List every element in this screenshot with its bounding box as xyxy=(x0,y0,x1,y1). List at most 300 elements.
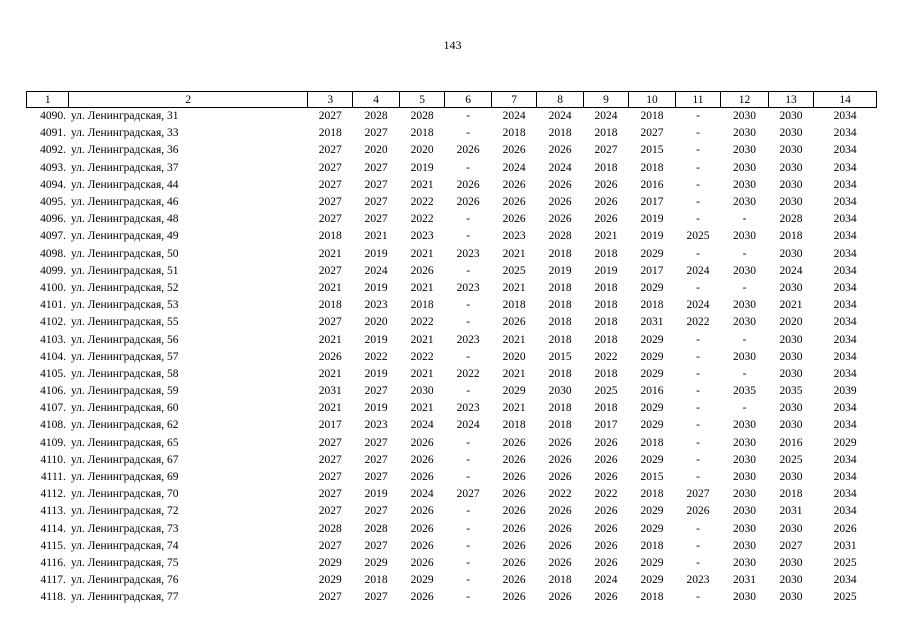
table-row xyxy=(27,503,877,520)
year-cell: 2034 xyxy=(833,402,857,415)
year-cell: 2021 xyxy=(502,402,526,415)
table-row xyxy=(27,572,877,589)
year-cell: 2026 xyxy=(548,591,572,604)
page-number: 143 xyxy=(443,38,462,52)
table-row xyxy=(27,177,877,194)
year-cell: 2018 xyxy=(594,402,618,415)
year-cell: 2034 xyxy=(833,419,857,432)
year-cell: 2018 xyxy=(502,299,526,312)
year-cell: - xyxy=(696,367,700,380)
year-cell: 2021 xyxy=(410,333,434,346)
year-cell: 2027 xyxy=(318,264,342,277)
year-cell: 2039 xyxy=(833,385,857,398)
row-number: 4113. xyxy=(40,505,66,518)
year-cell: 2035 xyxy=(779,385,803,398)
address-cell: ул. Ленинградская, 74 xyxy=(70,539,179,552)
year-cell: - xyxy=(696,161,700,174)
row-number: 4091. xyxy=(40,127,66,140)
table-row xyxy=(27,589,877,606)
year-cell: 2029 xyxy=(640,505,664,518)
table-row xyxy=(27,452,877,469)
year-cell: 2028 xyxy=(318,522,342,535)
year-cell: 2027 xyxy=(318,488,342,501)
year-cell: 2016 xyxy=(779,436,803,449)
year-cell: 2021 xyxy=(502,247,526,260)
year-cell: 2030 xyxy=(732,556,756,569)
year-cell: 2018 xyxy=(594,316,618,329)
year-cell: 2027 xyxy=(364,453,388,466)
year-cell: 2030 xyxy=(779,556,803,569)
row-number: 4118. xyxy=(40,591,66,604)
year-cell: 2030 xyxy=(779,333,803,346)
year-cell: 2016 xyxy=(640,385,664,398)
row-number: 4106. xyxy=(40,385,66,398)
year-cell: 2022 xyxy=(410,196,434,209)
year-cell: 2026 xyxy=(502,144,526,157)
year-cell: 2030 xyxy=(548,385,572,398)
year-cell: 2030 xyxy=(779,281,803,294)
row-number: 4104. xyxy=(40,350,66,363)
year-cell: 2026 xyxy=(548,556,572,569)
year-cell: 2030 xyxy=(732,539,756,552)
table-row xyxy=(27,228,877,245)
year-cell: 2026 xyxy=(548,453,572,466)
year-cell: 2034 xyxy=(833,196,857,209)
year-cell: 2027 xyxy=(318,196,342,209)
year-cell: 2026 xyxy=(594,539,618,552)
year-cell: 2026 xyxy=(548,196,572,209)
year-cell: 2026 xyxy=(410,505,434,518)
column-header: 1 xyxy=(27,92,69,108)
year-cell: 2027 xyxy=(318,436,342,449)
year-cell: 2027 xyxy=(318,144,342,157)
year-cell: 2026 xyxy=(502,522,526,535)
year-cell: 2017 xyxy=(640,196,664,209)
year-cell: 2025 xyxy=(594,385,618,398)
year-cell: 2027 xyxy=(594,144,618,157)
column-header: 9 xyxy=(583,92,628,108)
year-cell: 2027 xyxy=(779,539,803,552)
table-row xyxy=(27,555,877,572)
year-cell: 2023 xyxy=(502,230,526,243)
year-cell: 2030 xyxy=(732,144,756,157)
year-cell: - xyxy=(696,591,700,604)
address-cell: ул. Ленинградская, 60 xyxy=(70,402,179,415)
address-cell: ул. Ленинградская, 72 xyxy=(70,505,179,518)
year-cell: 2027 xyxy=(318,471,342,484)
year-cell: 2035 xyxy=(732,385,756,398)
year-cell: 2026 xyxy=(410,591,434,604)
year-cell: 2018 xyxy=(548,247,572,260)
year-cell: 2030 xyxy=(732,505,756,518)
row-number: 4101. xyxy=(40,299,66,312)
year-cell: 2018 xyxy=(548,333,572,346)
year-cell: 2026 xyxy=(502,316,526,329)
address-cell: ул. Ленинградская, 69 xyxy=(70,471,179,484)
year-cell: 2016 xyxy=(640,178,664,191)
year-cell: - xyxy=(466,110,471,123)
year-cell: 2018 xyxy=(594,281,618,294)
year-cell: 2018 xyxy=(640,591,664,604)
year-cell: 2018 xyxy=(594,299,618,312)
year-cell: - xyxy=(466,213,471,226)
table-row xyxy=(27,160,877,177)
year-cell: 2027 xyxy=(686,488,710,501)
year-cell: 2024 xyxy=(548,110,572,123)
year-cell: 2034 xyxy=(833,161,857,174)
year-cell: - xyxy=(466,385,471,398)
year-cell: 2029 xyxy=(640,522,664,535)
year-cell: 2026 xyxy=(548,522,572,535)
column-header: 10 xyxy=(629,92,675,108)
table-row xyxy=(27,142,877,159)
table-row xyxy=(27,469,877,486)
year-cell: 2020 xyxy=(502,350,526,363)
year-cell: 2026 xyxy=(502,178,526,191)
year-cell: - xyxy=(696,196,700,209)
table-row xyxy=(27,349,877,366)
address-cell: ул. Ленинградская, 76 xyxy=(70,574,179,587)
table-row xyxy=(27,521,877,538)
year-cell: - xyxy=(466,299,471,312)
table-row xyxy=(27,417,877,434)
table-row xyxy=(27,108,877,126)
year-cell: 2029 xyxy=(640,367,664,380)
year-cell: 2018 xyxy=(779,230,803,243)
year-cell: - xyxy=(696,213,700,226)
year-cell: 2023 xyxy=(456,402,480,415)
row-number: 4094. xyxy=(40,178,66,191)
year-cell: 2018 xyxy=(594,161,618,174)
year-cell: 2034 xyxy=(833,350,857,363)
year-cell: 2020 xyxy=(364,144,388,157)
year-cell: 2029 xyxy=(640,333,664,346)
address-cell: ул. Ленинградская, 57 xyxy=(70,350,179,363)
row-number: 4103. xyxy=(40,333,66,346)
column-header: 6 xyxy=(445,92,491,108)
year-cell: - xyxy=(696,436,700,449)
year-cell: 2026 xyxy=(594,556,618,569)
address-cell: ул. Ленинградская, 53 xyxy=(70,299,179,312)
year-cell: 2026 xyxy=(594,522,618,535)
year-cell: 2018 xyxy=(640,161,664,174)
year-cell: 2022 xyxy=(594,350,618,363)
year-cell: 2015 xyxy=(640,471,664,484)
year-cell: 2034 xyxy=(833,281,857,294)
row-number: 4111. xyxy=(40,471,66,484)
year-cell: - xyxy=(742,367,747,380)
year-cell: 2018 xyxy=(548,402,572,415)
address-cell: ул. Ленинградская, 50 xyxy=(70,247,179,260)
year-cell: 2018 xyxy=(779,488,803,501)
year-cell: 2021 xyxy=(410,281,434,294)
address-cell: ул. Ленинградская, 58 xyxy=(70,367,179,380)
year-cell: 2030 xyxy=(779,110,803,123)
year-cell: 2021 xyxy=(502,281,526,294)
year-cell: 2026 xyxy=(594,505,618,518)
year-cell: 2018 xyxy=(640,436,664,449)
year-cell: 2026 xyxy=(548,144,572,157)
year-cell: 2029 xyxy=(640,419,664,432)
table-row xyxy=(27,280,877,297)
year-cell: - xyxy=(466,127,471,140)
year-cell: - xyxy=(696,144,700,157)
row-number: 4105. xyxy=(40,367,66,380)
year-cell: 2022 xyxy=(594,488,618,501)
year-cell: 2018 xyxy=(594,367,618,380)
column-header: 5 xyxy=(399,92,444,108)
year-cell: - xyxy=(742,402,747,415)
year-cell: - xyxy=(696,110,700,123)
year-cell: 2019 xyxy=(640,213,664,226)
year-cell: 2030 xyxy=(779,127,803,140)
year-cell: 2026 xyxy=(410,522,434,535)
year-cell: 2026 xyxy=(318,350,342,363)
year-cell: - xyxy=(696,471,700,484)
year-cell: 2029 xyxy=(364,556,388,569)
year-cell: - xyxy=(466,161,471,174)
year-cell: 2018 xyxy=(410,299,434,312)
year-cell: 2020 xyxy=(779,316,803,329)
column-header: 8 xyxy=(537,92,583,108)
year-cell: 2027 xyxy=(318,161,342,174)
year-cell: 2018 xyxy=(502,127,526,140)
address-cell: ул. Ленинградская, 33 xyxy=(70,127,179,140)
year-cell: 2021 xyxy=(410,247,434,260)
row-number: 4109. xyxy=(40,436,66,449)
column-header: 7 xyxy=(491,92,536,108)
year-cell: 2027 xyxy=(318,178,342,191)
year-cell: 2022 xyxy=(410,350,434,363)
year-cell: 2030 xyxy=(732,471,756,484)
address-cell: ул. Ленинградская, 73 xyxy=(70,522,179,535)
year-cell: 2034 xyxy=(833,574,857,587)
year-cell: 2030 xyxy=(732,161,756,174)
year-cell: 2018 xyxy=(640,110,664,123)
row-number: 4095. xyxy=(40,196,66,209)
year-cell: 2021 xyxy=(364,230,388,243)
year-cell: 2023 xyxy=(686,574,710,587)
year-cell: 2019 xyxy=(364,333,388,346)
year-cell: 2030 xyxy=(779,574,803,587)
year-cell: 2018 xyxy=(548,127,572,140)
year-cell: - xyxy=(696,385,700,398)
year-cell: 2030 xyxy=(410,385,434,398)
year-cell: 2030 xyxy=(779,402,803,415)
year-cell: 2034 xyxy=(833,505,857,518)
year-cell: 2030 xyxy=(779,591,803,604)
address-cell: ул. Ленинградская, 44 xyxy=(70,178,179,191)
year-cell: - xyxy=(466,453,471,466)
year-cell: 2021 xyxy=(318,281,342,294)
year-cell: 2034 xyxy=(833,471,857,484)
year-cell: - xyxy=(466,539,471,552)
address-cell: ул. Ленинградская, 37 xyxy=(70,161,179,174)
year-cell: 2026 xyxy=(594,213,618,226)
year-cell: 2030 xyxy=(732,264,756,277)
year-cell: 2026 xyxy=(548,471,572,484)
year-cell: 2034 xyxy=(833,316,857,329)
year-cell: 2034 xyxy=(833,264,857,277)
year-cell: - xyxy=(466,522,471,535)
year-cell: 2026 xyxy=(594,196,618,209)
year-cell: 2026 xyxy=(502,556,526,569)
year-cell: - xyxy=(742,213,747,226)
year-cell: 2023 xyxy=(364,299,388,312)
year-cell: 2030 xyxy=(779,350,803,363)
year-cell: 2030 xyxy=(779,196,803,209)
year-cell: 2034 xyxy=(833,367,857,380)
year-cell: 2027 xyxy=(364,471,388,484)
year-cell: 2019 xyxy=(594,264,618,277)
row-number: 4108. xyxy=(40,419,66,432)
year-cell: - xyxy=(696,453,700,466)
year-cell: 2024 xyxy=(594,110,618,123)
year-cell: 2015 xyxy=(548,350,572,363)
year-cell: 2026 xyxy=(594,178,618,191)
year-cell: 2026 xyxy=(502,436,526,449)
year-cell: 2021 xyxy=(318,247,342,260)
year-cell: 2024 xyxy=(594,574,618,587)
year-cell: 2027 xyxy=(318,213,342,226)
year-cell: 2030 xyxy=(779,247,803,260)
table-row xyxy=(27,263,877,280)
year-cell: - xyxy=(696,522,700,535)
row-number: 4107. xyxy=(40,402,66,415)
row-number: 4110. xyxy=(40,453,66,466)
year-cell: 2024 xyxy=(364,264,388,277)
year-cell: 2026 xyxy=(502,471,526,484)
year-cell: 2029 xyxy=(318,556,342,569)
year-cell: 2022 xyxy=(410,213,434,226)
year-cell: 2029 xyxy=(640,247,664,260)
table-row xyxy=(27,331,877,348)
year-cell: - xyxy=(696,539,700,552)
year-cell: 2027 xyxy=(364,161,388,174)
year-cell: 2030 xyxy=(732,522,756,535)
year-cell: 2019 xyxy=(410,161,434,174)
year-cell: 2021 xyxy=(594,230,618,243)
year-cell: 2025 xyxy=(779,453,803,466)
address-cell: ул. Ленинградская, 70 xyxy=(70,488,179,501)
year-cell: 2018 xyxy=(318,299,342,312)
year-cell: 2018 xyxy=(548,367,572,380)
address-cell: ул. Ленинградская, 49 xyxy=(70,230,179,243)
year-cell: 2021 xyxy=(318,402,342,415)
year-cell: - xyxy=(466,230,471,243)
year-cell: 2034 xyxy=(833,127,857,140)
year-cell: - xyxy=(696,350,700,363)
address-cell: ул. Ленинградская, 56 xyxy=(70,333,179,346)
year-cell: 2026 xyxy=(502,488,526,501)
year-cell: 2027 xyxy=(364,505,388,518)
year-cell: 2027 xyxy=(318,591,342,604)
row-number: 4100. xyxy=(40,281,66,294)
table-row xyxy=(27,366,877,383)
row-number: 4102. xyxy=(40,316,66,329)
address-cell: ул. Ленинградская, 65 xyxy=(70,436,179,449)
year-cell: 2027 xyxy=(364,539,388,552)
year-cell: 2018 xyxy=(548,316,572,329)
year-cell: 2018 xyxy=(594,247,618,260)
table-row xyxy=(27,194,877,211)
year-cell: 2028 xyxy=(548,230,572,243)
year-cell: 2019 xyxy=(364,367,388,380)
year-cell: 2018 xyxy=(594,333,618,346)
year-cell: 2018 xyxy=(594,127,618,140)
address-cell: ул. Ленинградская, 77 xyxy=(70,591,179,604)
year-cell: - xyxy=(466,505,471,518)
year-cell: 2026 xyxy=(594,591,618,604)
year-cell: 2021 xyxy=(779,299,803,312)
year-cell: 2034 xyxy=(833,213,857,226)
year-cell: 2021 xyxy=(318,333,342,346)
year-cell: 2028 xyxy=(364,110,388,123)
year-cell: 2026 xyxy=(833,522,857,535)
year-cell: 2029 xyxy=(640,574,664,587)
year-cell: 2022 xyxy=(686,316,710,329)
year-cell: - xyxy=(742,281,747,294)
year-cell: 2021 xyxy=(410,367,434,380)
table-body xyxy=(27,108,877,607)
year-cell: 2026 xyxy=(686,505,710,518)
year-cell: 2025 xyxy=(686,230,710,243)
year-cell: 2029 xyxy=(640,556,664,569)
year-cell: 2026 xyxy=(548,178,572,191)
year-cell: 2034 xyxy=(833,299,857,312)
year-cell: 2018 xyxy=(318,230,342,243)
year-cell: 2026 xyxy=(548,213,572,226)
address-cell: ул. Ленинградская, 67 xyxy=(70,453,179,466)
year-cell: 2020 xyxy=(364,316,388,329)
year-cell: 2030 xyxy=(732,127,756,140)
year-cell: 2021 xyxy=(502,367,526,380)
row-number: 4097. xyxy=(40,230,66,243)
year-cell: - xyxy=(696,281,700,294)
column-header: 14 xyxy=(814,92,877,108)
address-cell: ул. Ленинградская, 36 xyxy=(70,144,179,157)
year-cell: 2030 xyxy=(732,419,756,432)
year-cell: 2015 xyxy=(640,144,664,157)
year-cell: 2030 xyxy=(779,161,803,174)
address-cell: ул. Ленинградская, 51 xyxy=(70,264,179,277)
year-cell: 2030 xyxy=(732,196,756,209)
year-cell: 2022 xyxy=(548,488,572,501)
year-cell: - xyxy=(696,247,700,260)
column-header: 2 xyxy=(69,92,308,108)
table-row xyxy=(27,297,877,314)
year-cell: 2029 xyxy=(640,453,664,466)
table-row xyxy=(27,246,877,263)
year-cell: 2026 xyxy=(410,453,434,466)
year-cell: 2030 xyxy=(779,178,803,191)
year-cell: 2026 xyxy=(502,539,526,552)
year-cell: - xyxy=(696,402,700,415)
table-row xyxy=(27,538,877,555)
table-row xyxy=(27,314,877,331)
year-cell: 2019 xyxy=(548,264,572,277)
year-cell: 2017 xyxy=(318,419,342,432)
year-cell: 2026 xyxy=(594,436,618,449)
year-cell: 2023 xyxy=(456,281,480,294)
year-cell: 2027 xyxy=(318,316,342,329)
year-cell: - xyxy=(696,333,700,346)
year-cell: 2030 xyxy=(732,436,756,449)
year-cell: 2034 xyxy=(833,230,857,243)
year-cell: 2030 xyxy=(779,522,803,535)
year-cell: 2018 xyxy=(548,299,572,312)
schedule-table xyxy=(26,91,877,606)
